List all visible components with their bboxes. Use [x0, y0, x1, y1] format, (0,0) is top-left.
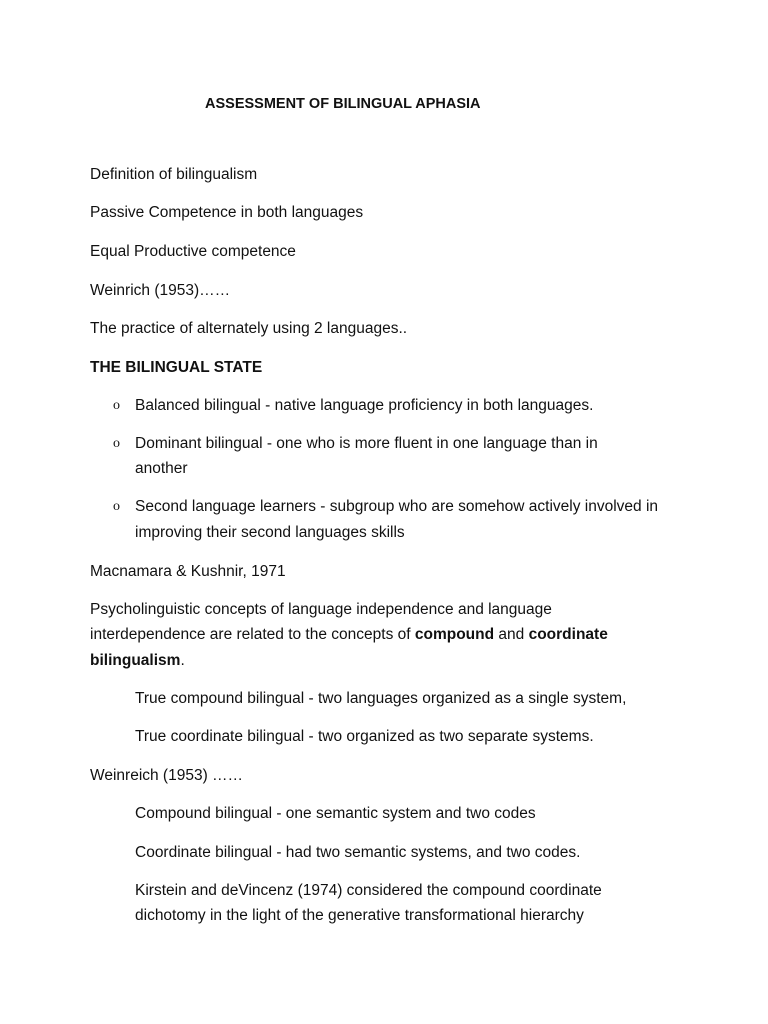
- equal-competence-line: Equal Productive competence: [90, 243, 296, 260]
- bullet-marker: o: [113, 499, 120, 514]
- definition-line: Definition of bilingualism: [90, 166, 258, 183]
- period-text: .: [180, 652, 185, 669]
- bullet-marker: o: [113, 436, 120, 451]
- true-compound-line: True compound bilingual - two languages organized as a single system,: [135, 690, 627, 707]
- psycho-text: interdependence are related to the concepts of: [90, 626, 415, 643]
- weinrich-line: Weinrich (1953)……: [90, 282, 231, 299]
- psycho-paragraph-line-1: Psycholinguistic concepts of language independence and language: [90, 601, 552, 618]
- bilingual-state-heading: THE BILINGUAL STATE: [90, 359, 263, 376]
- psycho-paragraph-line-2: [90, 622, 608, 647]
- macnamara-citation: Macnamara & Kushnir, 1971: [90, 563, 286, 580]
- kirstein-line-1: Kirstein and deVincenz (1974) considered the compound coordinate: [135, 882, 602, 899]
- weinreich-line: Weinreich (1953) ……: [90, 767, 244, 784]
- bullet-second-language: Second language learners - subgroup who are somehow actively involved in: [135, 498, 659, 515]
- bullet-balanced: Balanced bilingual - native language proficiency in both languages.: [135, 397, 594, 414]
- practice-line: The practice of alternately using 2 languages..: [90, 320, 408, 337]
- true-coordinate-line: True coordinate bilingual - two organized as two separate systems.: [135, 728, 594, 745]
- bullet-dominant-continued: another: [135, 460, 188, 477]
- coordinate-definition-line: Coordinate bilingual - had two semantic systems, and two codes.: [135, 844, 581, 861]
- compound-definition-line: Compound bilingual - one semantic system and two codes: [135, 805, 536, 822]
- and-text: and: [494, 626, 529, 643]
- compound-term: compound: [414, 626, 495, 643]
- bullet-dominant: Dominant bilingual - one who is more fluent in one language than in: [135, 435, 598, 452]
- passive-competence-line: Passive Competence in both languages: [90, 204, 364, 221]
- kirstein-line-2: dichotomy in the light of the generative transformational hierarchy: [135, 907, 584, 924]
- bilingualism-term: bilingualism: [90, 652, 181, 669]
- bullet-marker: o: [113, 398, 120, 413]
- psycho-paragraph-line-3: [90, 648, 185, 673]
- document-title: ASSESSMENT OF BILINGUAL APHASIA: [205, 96, 481, 112]
- coordinate-term: coordinate: [528, 626, 608, 643]
- bullet-second-language-continued: improving their second languages skills: [135, 524, 405, 541]
